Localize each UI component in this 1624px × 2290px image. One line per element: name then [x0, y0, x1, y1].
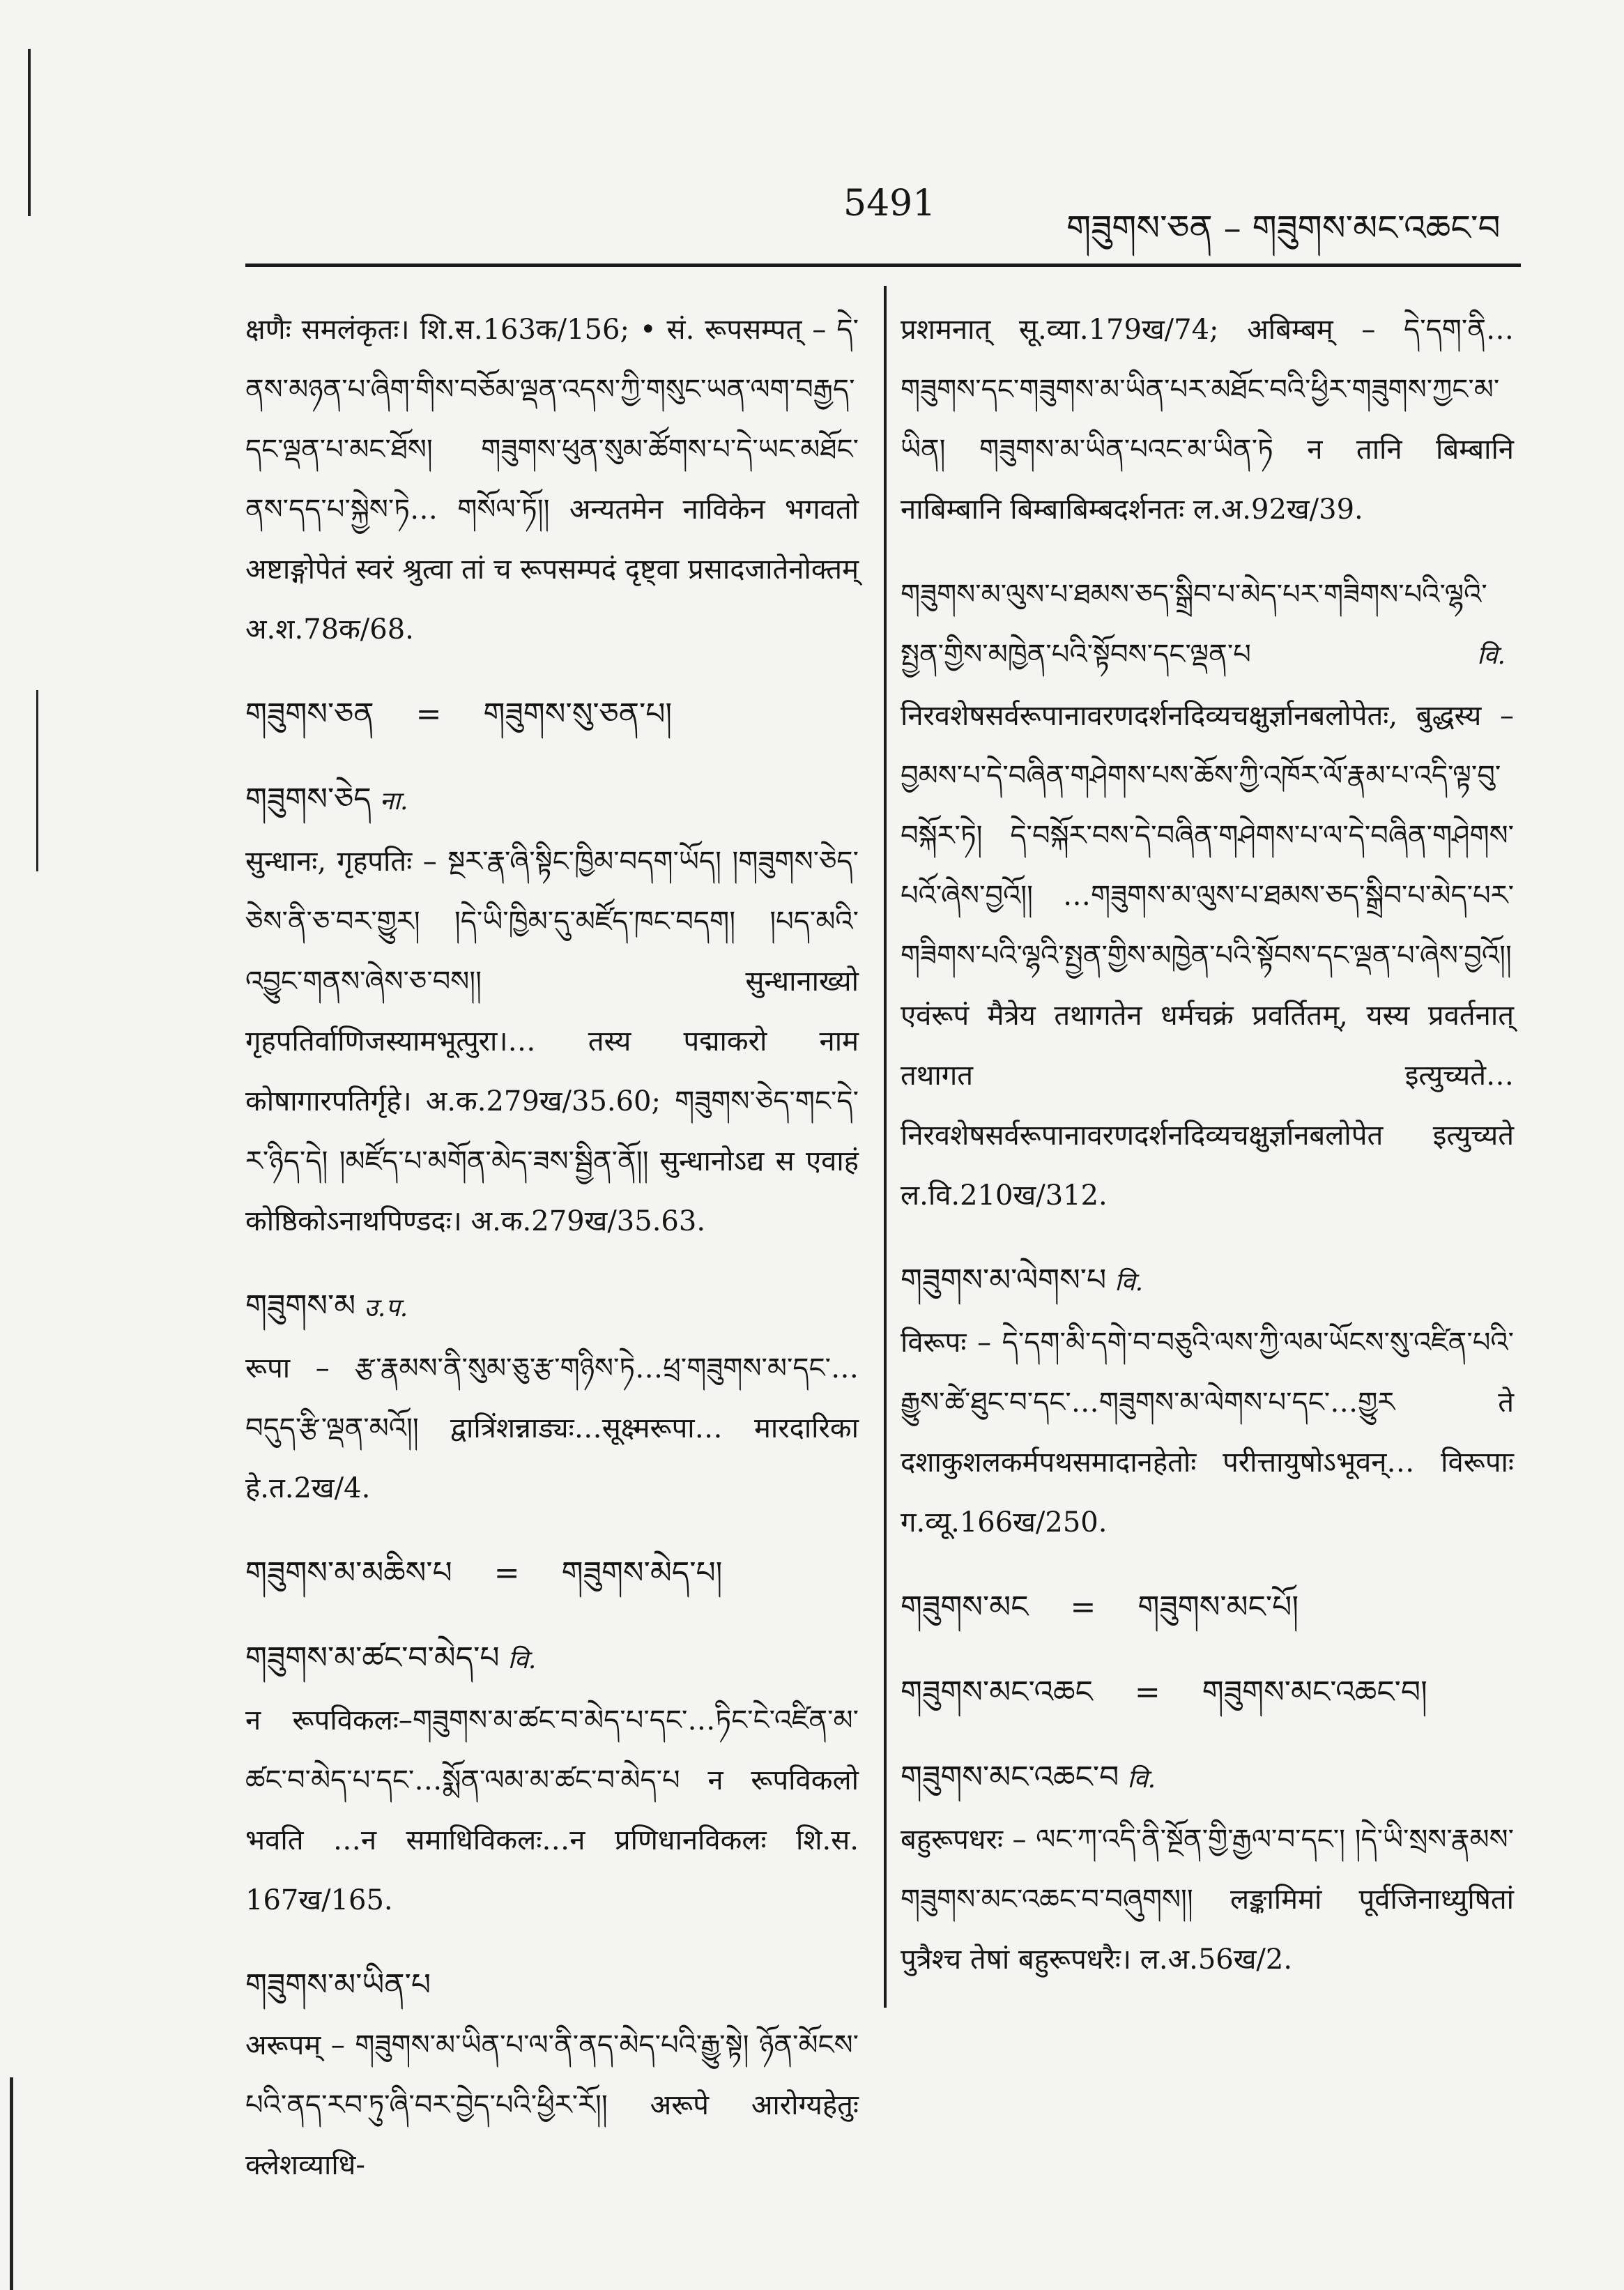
entry-headword: གཟུགས་མ་མཆིས་པ: [245, 1555, 452, 1591]
entry-headword-line: [245, 1543, 859, 1603]
entry-headword: གཟུགས་མ་ཚང་བ་མེད་པ: [245, 1640, 500, 1676]
cross-reference: གཟུགས་མང་པོ།: [1137, 1589, 1299, 1625]
entry-headword: གཟུགས་ཅན: [245, 696, 374, 732]
margin-line-top: [28, 49, 31, 216]
margin-line-mid: [36, 690, 38, 871]
entry-headword: གཟུགས་མང: [901, 1589, 1029, 1625]
right-column: [901, 300, 1514, 2015]
cross-reference: གཟུགས་མང་འཆང་བ།: [1202, 1674, 1427, 1710]
entry-text: विरूपः – དེ་དག་མི་དགེ་བ་བཅུའི་ལས་ཀྱི་ལམ་ཡོངས་སུ་འཛིན་པའི་རྒྱུས་ཚེ་ཐུང་བ་དང་…གཟུགས་མ་ལེགས་པ་དང་…གྱུར ते दशाकुशलकर्मपथसमादानहेतोः परीत्तायुषोऽभूवन्… विरूपाः ग.व्यू.166ख/250.: [901, 1327, 1514, 1539]
dictionary-entry: [245, 1628, 859, 1930]
column-divider: [884, 286, 887, 2008]
dictionary-entry: [245, 1543, 859, 1603]
grammar-label: उ.प.: [364, 1294, 408, 1322]
entry-headword: གཟུགས་མང་འཆང་བ: [901, 1760, 1119, 1795]
entry-headword: གཟུགས་མ: [245, 1288, 356, 1324]
entry-headword-line: [245, 1955, 859, 2015]
entry-text: अरूपम् – གཟུགས་མ་ཡིན་པ་ལ་ནི་ནད་མེད་པའི་རྒྱུ་སྟེ། ཉོན་མོངས་པའི་ནད་རབ་ཏུ་ཞི་བར་བྱེད་པའི་ཕྱིར་རོ།། अरूपे आरोग्यहेतुः क्लेशव्याधि-: [245, 2029, 859, 2181]
entry-headword-line: [245, 1276, 859, 1338]
left-column: [245, 300, 859, 2220]
entry-headword: གཟུགས་ཅེད: [245, 781, 371, 817]
dictionary-entry: [245, 1955, 859, 2195]
entry-text: न रूपविकलः–གཟུགས་མ་ཚང་བ་མེད་པ་དང་…ཏིང་ངེ་འཛིན་མ་ཚང་བ་མེད་པ་དང་…སྨོན་ལམ་མ་ཚང་བ་མེད་པ न रूपविकलो भवति …न समाधिविकलः…न प्रणिधानविकलः शि.स. 167ख/165.: [245, 1704, 859, 1916]
header-rule: [245, 264, 1521, 267]
entry-text: [901, 565, 1514, 1226]
entry-headword-line: [901, 1663, 1514, 1723]
margin-line-bottom: [10, 2077, 13, 2290]
grammar-label: वि.: [1114, 1268, 1144, 1297]
entry-headword-line: [245, 1628, 859, 1690]
dictionary-entry: [245, 300, 859, 659]
dictionary-entry: [901, 565, 1514, 1226]
entry-text: प्रशमनात् सू.व्या.179ख/74; अबिम्बम् – དེ་དག་ནི…གཟུགས་དང་གཟུགས་མ་ཡིན་པར་མཐོང་བའི་ཕྱིར་གཟུགས་ཀྱང་མ་ཡིན། གཟུགས་མ་ཡིན་པའང་མ་ཡིན་ཏེ न तानि बिम्बानि नाबिम्बानि बिम्बाबिम्बदर्शनतः ल.अ.92ख/39.: [901, 314, 1514, 526]
entry-headword: གཟུགས་མ་ལེགས་པ: [901, 1262, 1107, 1298]
running-head: གཟུགས་ཅན – གཟུགས་མང་འཆང་བ: [1066, 208, 1501, 248]
grammar-label: ना.: [379, 787, 408, 816]
entry-headword-line: [901, 1748, 1514, 1810]
entry-headword: གཟུགས་མ་ལུས་པ་ཐམས་ཅད་སྒྲིབ་པ་མེད་པར་གཟིགས་པའི་ལྷའི་སྤྱན་གྱིས་མཁྱེན་པའི་སྟོབས་དང་ལྡན་པ: [901, 579, 1487, 671]
cross-reference: གཟུགས་མེད་པ།: [561, 1555, 723, 1591]
cross-reference: གཟུགས་སུ་ཅན་པ།: [483, 696, 673, 732]
equals-sign: =: [1134, 1674, 1160, 1710]
equals-sign: =: [1070, 1589, 1096, 1625]
entry-headword-line: [901, 1251, 1514, 1313]
page-number: 5491: [843, 183, 936, 224]
dictionary-entry: [901, 1578, 1514, 1638]
equals-sign: =: [493, 1555, 520, 1591]
equals-sign: =: [415, 696, 442, 732]
dictionary-entry: [245, 770, 859, 1251]
dictionary-entry: [245, 1276, 859, 1518]
dictionary-entry: [901, 1663, 1514, 1723]
entry-headword-line: [245, 770, 859, 832]
entry-text: सुन्धानः, गृहपतिः – སྔར་རྣ་ཞི་སྟིང་ཁྱིམ་བདག་ཡོད། །གཟུགས་ཅེད་ཅེས་ནི་ཅ་བར་གྱུར། །དེ་ཡི་ཁྱིམ་དུ་མཛོད་ཁང་བདག། །པད་མའི་འབྱུང་གནས་ཞེས་ཅ་བས།། सुन्धानाख्यो गृहपतिर्वाणिजस्यामभूत्पुरा।… तस्य पद्माकरो नाम कोषागारपतिर्गृहे। अ.क.279ख/35.60; གཟུགས་ཅེད་གང་དེ་ར་ཉིད་དེ། །མཛོད་པ་མགོན་མེད་ཟས་སྦྱིན་ནོ།། सुन्धानोऽद्य स एवाहं कोष्ठिकोऽनाथपिण्डदः। अ.क.279ख/35.63.: [245, 846, 859, 1237]
grammar-label: वि.: [1127, 1765, 1156, 1794]
dictionary-entry: [901, 1748, 1514, 1990]
entry-body: निरवशेषसर्वरूपानावरणदर्शनदिव्यचक्षुर्ज्ञानबलोपेतः, बुद्धस्य – བྱམས་པ་དེ་བཞིན་གཤེགས་པས་ཆོས་ཀྱི་འཁོར་ལོ་རྣམ་པ་འདི་ལྟ་བུ་བསྐོར་ཏེ། དེ་བསྐོར་བས་དེ་བཞིན་གཤེགས་པ་ལ་དེ་བཞིན་གཤེགས་པའོ་ཞེས་བྱའོ།། …གཟུགས་མ་ལུས་པ་ཐམས་ཅད་སྒྲིབ་པ་མེད་པར་གཟིགས་པའི་ལྷའི་སྤྱན་གྱིས་མཁྱེན་པའི་སྟོབས་དང་ལྡན་པ་ཞེས་བྱའོ།། एवंरूपं मैत्रेय तथागतेन धर्मचक्रं प्रवर्तितम्, यस्य प्रवर्तनात् तथागत इत्युच्यते…निरवशेषसर्वरूपानावरणदर्शनदिव्यचक्षुर्ज्ञानबलोपेत इत्युच्यते ल.वि.210ख/312.: [901, 700, 1514, 1212]
entry-headword-line: [901, 1578, 1514, 1638]
entry-text: बहुरूपधरः – ལང་ཀ་འདི་ནི་སྔོན་གྱི་རྒྱལ་བ་དང་། །དེ་ཡི་སྲས་རྣམས་གཟུགས་མང་འཆང་བ་བཞུགས།། लङ्कामिमां पूर्वजिनाध्युषितां पुत्रैश्च तेषां बहुरूपधरैः। ल.अ.56ख/2.: [901, 1824, 1514, 1976]
dictionary-entry: [901, 1251, 1514, 1552]
grammar-label: वि.: [1477, 641, 1506, 670]
entry-headword: གཟུགས་མ་ཡིན་པ: [245, 1967, 431, 2003]
entry-text: रूपा – རྩ་རྣམས་ནི་སུམ་ཅུ་རྩ་གཉིས་ཏེ…ཕྲ་གཟུགས་མ་དང་…བདུད་རྩི་ལྡན་མའོ།། द्वात्रिंशन्नाड्यः…सूक्ष्मरूपा… मारदारिका हे.त.2ख/4.: [245, 1352, 859, 1504]
dictionary-entry: [901, 300, 1514, 540]
grammar-label: वि.: [507, 1646, 537, 1674]
entry-text: क्षणैः समलंकृतः। शि.स.163क/156; • सं. रूपसम्पत् – དེ་ནས་མཉན་པ་ཞིག་གིས་བཅོམ་ལྡན་འདས་ཀྱི་གསུང་ཡན་ལག་བརྒྱད་དང་ལྡན་པ་མང་ཐོས། གཟུགས་ཕུན་སུམ་ཚོགས་པ་དེ་ཡང་མཐོང་ནས་དད་པ་སྐྱེས་ཏེ… གསོལ་ཏོ།། अन्यतमेन नाविकेन भगवतो अष्टाङ्गोपेतं स्वरं श्रुत्वा तां च रूपसम्पदं दृष्ट्वा प्रसादजातेनोक्तम् अ.श.78क/68.: [245, 314, 859, 646]
entry-headword: གཟུགས་མང་འཆང: [901, 1674, 1093, 1710]
dictionary-entry: [245, 685, 859, 745]
entry-headword-line: [245, 685, 859, 745]
